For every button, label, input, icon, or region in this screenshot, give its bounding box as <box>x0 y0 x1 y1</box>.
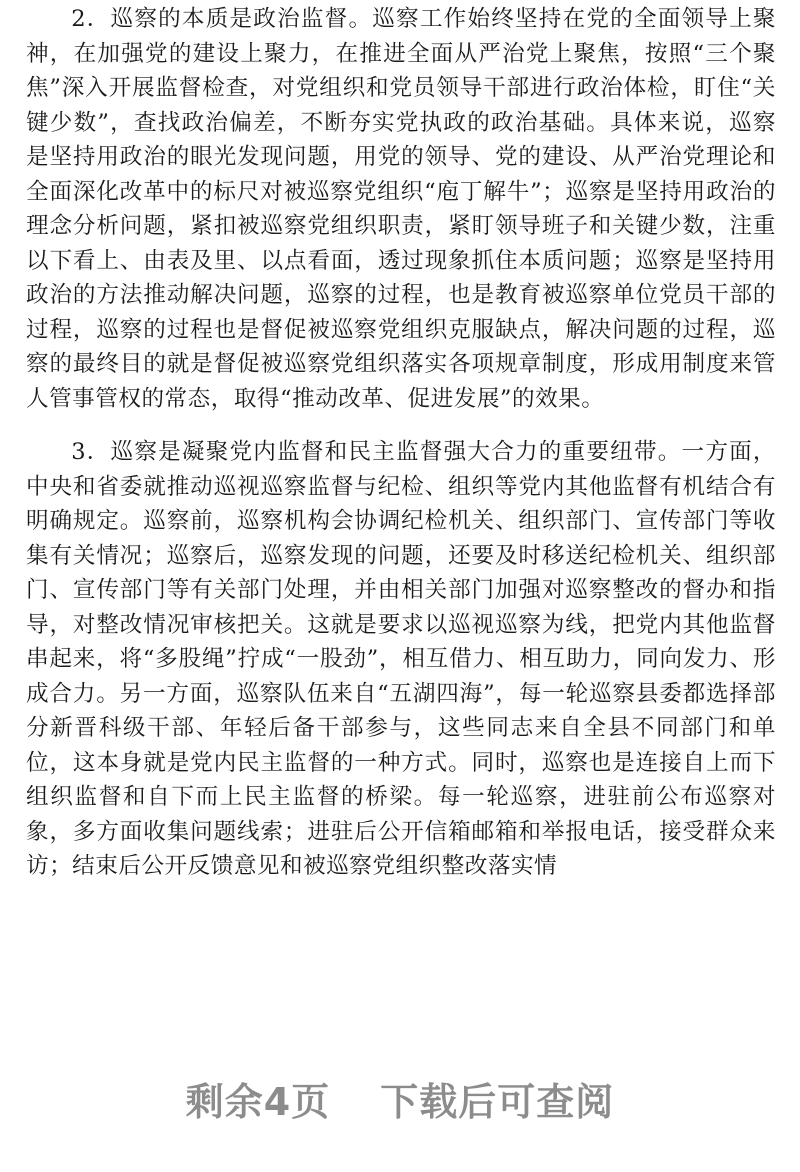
download-hint-label[interactable]: 下载后可查阅 <box>380 1080 615 1124</box>
remaining-pages-label[interactable]: 剩余4页 <box>185 1080 331 1124</box>
document-page <box>26 2 776 884</box>
paragraph-3: 3．巡察是凝聚党内监督和民主监督强大合力的重要纽带。一方面，中央和省委就推动巡视巡察监督与纪检、组织等党内其他监督有机结合有明确规定。巡察前，巡察机构会协调纪检机关、组织部门、宣传部门等收集有关情况；巡察后，巡察发现的问题，还要及时移送纪检机关、组织部门、宣传部门等有关部门处理，并由相关部门加强对巡察整改的督办和指导，对整改情况审核把关。这就是要求以巡视巡察为线，把党内其他监督串起来，将“多股绳”拧成“一股劲”，相互借力、相互助力，同向发力、形成合力。另一方面，巡察队伍来自“五湖四海”，每一轮巡察县委都选择部分新晋科级干部、年轻后备干部参与，这些同志来自全县不同部门和单位，这本身就是党内民主监督的一种方式。同时，巡察也是连接自上而下组织监督和自下而上民主监督的桥梁。每一轮巡察，进驻前公布巡察对象，多方面收集问题线索；进驻后公开信箱邮箱和举报电话，接受群众来访；结束后公开反馈意见和被巡察党组织整改落实情 <box>26 439 776 879</box>
paragraph-2: 2．巡察的本质是政治监督。巡察工作始终坚持在党的全面领导上聚神，在加强党的建设上聚力，在推进全面从严治党上聚焦，按照“三个聚焦”深入开展监督检查，对党组织和党员领导干部进行政治体检，盯住“关键少数”，查找政治偏差，不断夯实党执政的政治基础。具体来说，巡察是坚持用政治的眼光发现问题，用党的领导、党的建设、从严治党理论和全面深化改革中的标尺对被巡察党组织“庖丁解牛”；巡察是坚持用政治的理念分析问题，紧扣被巡察党组织职责，紧盯领导班子和关键少数，注重以下看上、由表及里、以点看面，透过现象抓住本质问题；巡察是坚持用政治的方法推动解决问题，巡察的过程，也是教育被巡察单位党员干部的过程，巡察的过程也是督促被巡察党组织克服缺点，解决问题的过程，巡察的最终目的就是督促被巡察党组织落实各项规章制度，形成用制度来管人管事管权的常态，取得“推动改革、促进发展”的效果。 <box>26 6 776 412</box>
download-banner[interactable] <box>0 1071 800 1126</box>
